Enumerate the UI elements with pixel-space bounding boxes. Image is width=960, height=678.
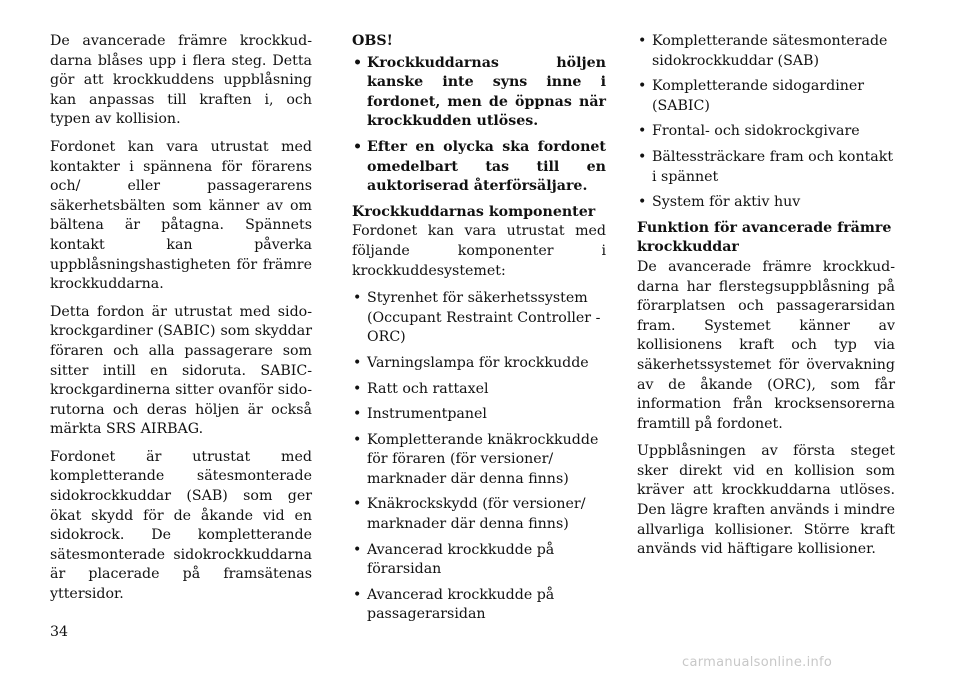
warning-list [352,54,606,197]
list-item: • Instrumentpanel [352,405,606,425]
bullet-icon: • [353,54,363,71]
warning-item: • Krockkuddarnas höljen kanske inte syns inne i fordonet, men de öppnas när krockkudden utlöses. [353,54,606,130]
list-item: • Avancerad krockkudde på förarsidan [353,541,555,578]
bullet-icon: • [353,290,362,307]
list-item: • Ratt och rattaxel [352,380,606,400]
paragraph-buckle-switch: Fordonet kan vara utrustat med kontakter i spännena för förarens och/ eller passagerarens säkerhetsbälten som känner av om bältena är påtagna. Spännets kontakt kan påverka uppblåsningshastigheten för främre krockkuddarna. [50,138,312,293]
warning-item: • Efter en olycka ska fordonet omedelbart tas till en auktoriserad återförsäljare. [353,138,606,195]
bullet-icon: • [638,148,647,165]
list-item: • Styrenhet för säkerhetssystem (Occupant Restraint Controller - ORC) [353,290,601,346]
list-item: • System för aktiv huv [637,193,895,213]
list-item: • Bältessträckare fram och kontakt i spännet [638,148,894,185]
components-list-continued [637,32,895,213]
left-column [50,32,312,613]
paragraph-function: De avancerade främre krockkuddarna har flerstegsuppblåsning på förarplatsen och passagerarsidan fram. Systemet känner av kollisionens kraft och typ via säkerhetssystemet för övervakning av de åkande (ORC), som får information från krocksensorerna framtill på fordonet. [637,258,895,432]
paragraph-sab: Fordonet är utrustat med kompletterande sätesmonterade sidokrockkuddar (SAB) som ger ökat skydd för de åkande vid en sidokrock. De kompletterande sätesmonterade sidokrockkuddarna är placerade på framsätenas yttersidor. [50,448,312,603]
list-item: • Knäkrockskydd (för versioner/ marknader där denna finns) [353,496,586,533]
paragraph-first-stage: Uppblåsningen av första steget sker direkt vid en kollision som kräver att krockkuddarna utlöses. Den lägre kraften används i mindre allvarliga kollisioner. Större kraft används vid häftigare kollisioner. [637,443,895,558]
bullet-icon: • [638,33,647,49]
paragraph-multistage: De avancerade främre krockkuddarna blåses upp i flera steg. Detta gör att krockkuddens uppblåsning kan anpassas till kraften i, och typen av kollision. [50,33,312,128]
bullet-icon: • [638,123,647,140]
paragraph-sabic: Detta fordon är utrustat med sidokrockgardiner (SABIC) som skyddar föraren och alla passagerare som sitter intill en sidoruta. SABIC-krockgardinerna sitter ovanför sidorutorna och deras höljen är också märkta SRS AIRBAG. [50,303,312,438]
page-number: 34 [50,624,69,640]
right-column [637,32,895,568]
middle-column [352,32,606,631]
list-item: • Kompletterande sätesmonterade sidokrockkuddar (SAB) [638,33,888,69]
bullet-icon: • [353,138,363,155]
bullet-icon: • [638,194,647,211]
list-item: • Kompletterande sidogardiner (SABIC) [638,78,865,114]
obs-label: OBS! [352,33,393,49]
bullet-icon: • [353,541,362,558]
bullet-icon: • [353,496,362,513]
bullet-icon: • [353,586,362,603]
bullet-icon: • [353,354,362,371]
components-intro: Fordonet kan vara utrustat med följande komponenter i krockkuddesystemet: [352,223,606,279]
list-item: • Kompletterande knäkrockkudde för föraren (för versioner/ marknader där denna finns) [353,431,599,487]
watermark: carmanualsonline.info [682,655,833,670]
bullet-icon: • [353,431,362,448]
list-item: • Avancerad krockkudde på passagerarsidan [353,586,555,623]
bullet-icon: • [353,406,362,423]
function-heading: Funktion för avancerade främre krockkuddar [637,219,892,256]
list-item: • Frontal- och sidokrockgivare [637,122,895,142]
components-heading: Krockkuddarnas komponenter [352,203,596,220]
components-list [352,289,606,625]
bullet-icon: • [638,78,647,95]
list-item: • Varningslampa för krockkudde [352,354,606,374]
bullet-icon: • [353,380,362,397]
